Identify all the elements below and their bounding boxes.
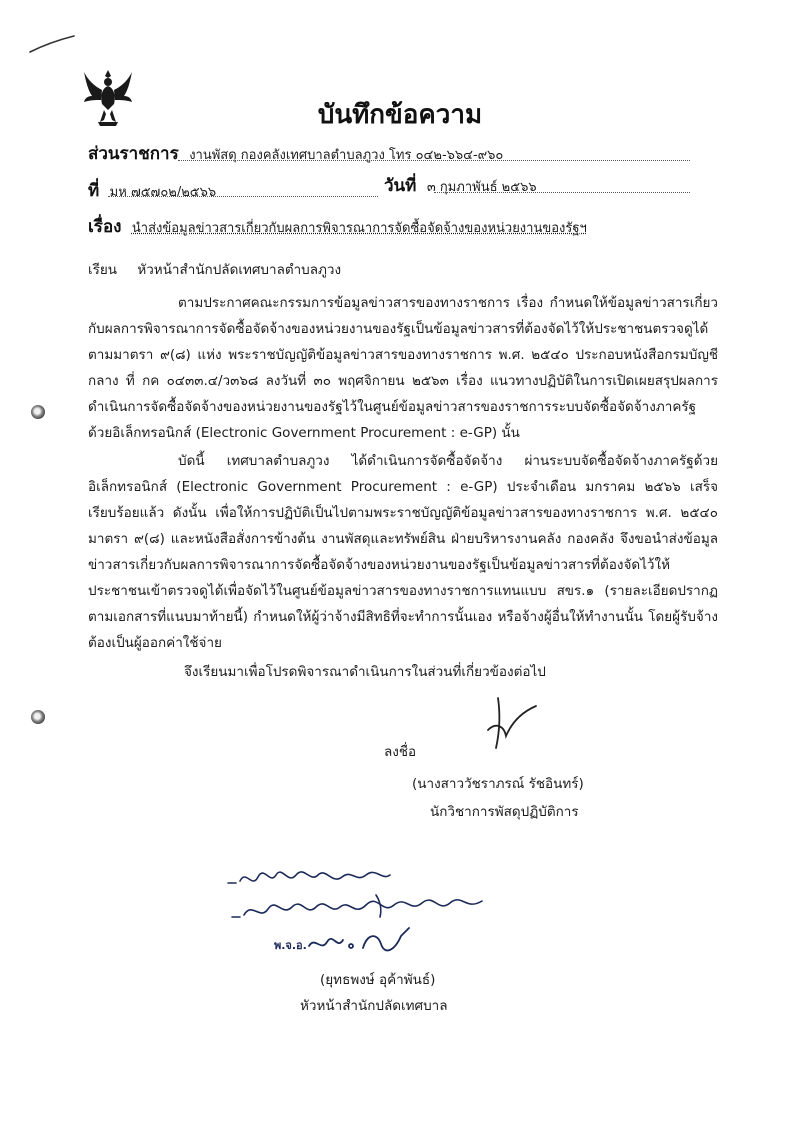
salutation-label: เรียน (88, 262, 118, 278)
subject-label: เรื่อง (88, 217, 122, 237)
salutation-value: หัวหน้าสำนักปลัดเทศบาลตำบลภูวง (137, 262, 342, 278)
reference-dotline (108, 196, 378, 197)
closing-line: จึงเรียนมาเพื่อโปรดพิจารณาดำเนินการในส่วนที่เกี่ยวข้องต่อไป (184, 664, 546, 680)
date-dotline (434, 192, 690, 193)
date-row (384, 172, 537, 199)
memo-title: บันทึกข้อความ (317, 100, 483, 130)
agency-dotline (178, 160, 690, 161)
chief-name: (ยุทธพงษ์ อุค้าพันธ์) (320, 972, 436, 988)
salutation (88, 258, 341, 280)
handwritten-signature (482, 692, 544, 754)
body-paragraph-1 (88, 290, 718, 446)
subject-row (88, 213, 587, 240)
paragraph-2-text: บัดนี้ เทศบาลตำบลภูวง ได้ดำเนินการจัดซื้อจัดจ้าง ผ่านระบบจัดซื้อจัดจ้างภาครัฐด้วยอิเล็กทรอนิกส์ (Electronic Government Procurement : e-GP) ประจำเดือน มกราคม ๒๕๖๖ เสร็จเรียบร้อยแล้ว ดังนั้น เพื่อให้การปฏิบัติเป็นไปตามพระราชบัญญัติข้อมูลข่าวสารของทางราชการ พ.ศ. ๒๕๔๐ มาตรา ๙(๘) และหนังสือสั่งการข้างต้น งานพัสดุและทรัพย์สิน ฝ่ายบริหารงานคลัง กองคลัง จึงขอนำส่งข้อมูลข่าวสารเกี่ยวกับผลการพิจารณาการจัดซื้อจัดจ้างของหน่วยงานของรัฐเป็นข้อมูลข่าวสารที่ต้องจัดไว้ให้ประชาชนเข้าตรวจดูได้เพื่อจัดไว้ในศูนย์ข้อมูลข่าวสารของทางราชการแทนแบบ สขร.๑ (รายละเอียดปรากฏตามเอกสารที่แนบมาท้ายนี้) กำหนดให้ผู้ว่าจ้างมีสิทธิที่จะทำการนั้นเอง หรือจ้างผู้อื่นให้ทำงานนั้น โดยผู้รับจ้างต้องเป็นผู้ออกค่าใช้จ่าย (88, 453, 718, 651)
chief-signature (305, 924, 415, 960)
subject-value: นำส่งข้อมูลข่าวสารเกี่ยวกับผลการพิจารณาการจัดซื้อจัดจ้างของหน่วยงานของรัฐฯ (131, 221, 587, 236)
punch-hole-icon (31, 405, 45, 419)
date-value: ๓ กุมภาพันธ์ ๒๕๖๖ (426, 180, 537, 195)
agency-row (88, 140, 503, 167)
chief-rank-label: พ.จ.อ. (274, 939, 307, 952)
reference-label: ที่ (88, 181, 100, 201)
signer-name: (นางสาววัชราภรณ์ รัชอินทร์) (412, 776, 584, 792)
punch-hole-icon (31, 710, 45, 724)
agency-value: งานพัสดุ กองคลังเทศบาลตำบลภูวง โทร ๐๔๒-๖๖๔-๙๖๐ (189, 148, 504, 163)
handwritten-notes (226, 855, 506, 925)
chief-position: หัวหน้าสำนักปลัดเทศบาล (300, 998, 448, 1014)
agency-label: ส่วนราชการ (88, 144, 179, 164)
sign-label: ลงชื่อ (384, 744, 417, 760)
signer-position: นักวิชาการพัสดุปฏิบัติการ (430, 804, 579, 820)
date-label: วันที่ (384, 176, 417, 196)
paragraph-1-text: ตามประกาศคณะกรรมการข้อมูลข่าวสารของทางราชการ เรื่อง กำหนดให้ข้อมูลข่าวสารเกี่ยวกับผลการพิจารณาการจัดซื้อจัดจ้างของหน่วยงานของรัฐเป็นข้อมูลข่าวสารที่ต้องจัดไว้ให้ประชาชนตรวจดูได้ตามมาตรา ๙(๘) แห่ง พระราชบัญญัติข้อมูลข่าวสารของทางราชการ พ.ศ. ๒๕๔๐ ประกอบหนังสือกรมบัญชีกลาง ที่ กค ๐๔๓๓.๔/ว๓๖๘ ลงวันที่ ๓๐ พฤศจิกายน ๒๕๖๓ เรื่อง แนวทางปฏิบัติในการเปิดเผยสรุปผลการดำเนินการจัดซื้อจัดจ้างของหน่วยงานของรัฐไว้ในศูนย์ข้อมูลข่าวสารของราชการระบบจัดซื้อจัดจ้างภาครัฐด้วยอิเล็กทรอนิกส์ (Electronic Government Procurement : e-GP) นั้น (88, 295, 718, 441)
reference-value: มห ๗๕๗๐๒/๒๕๖๖ (109, 185, 217, 200)
pen-stroke-mark (28, 34, 78, 56)
reference-row (88, 177, 216, 204)
body-paragraph-2 (88, 448, 718, 656)
